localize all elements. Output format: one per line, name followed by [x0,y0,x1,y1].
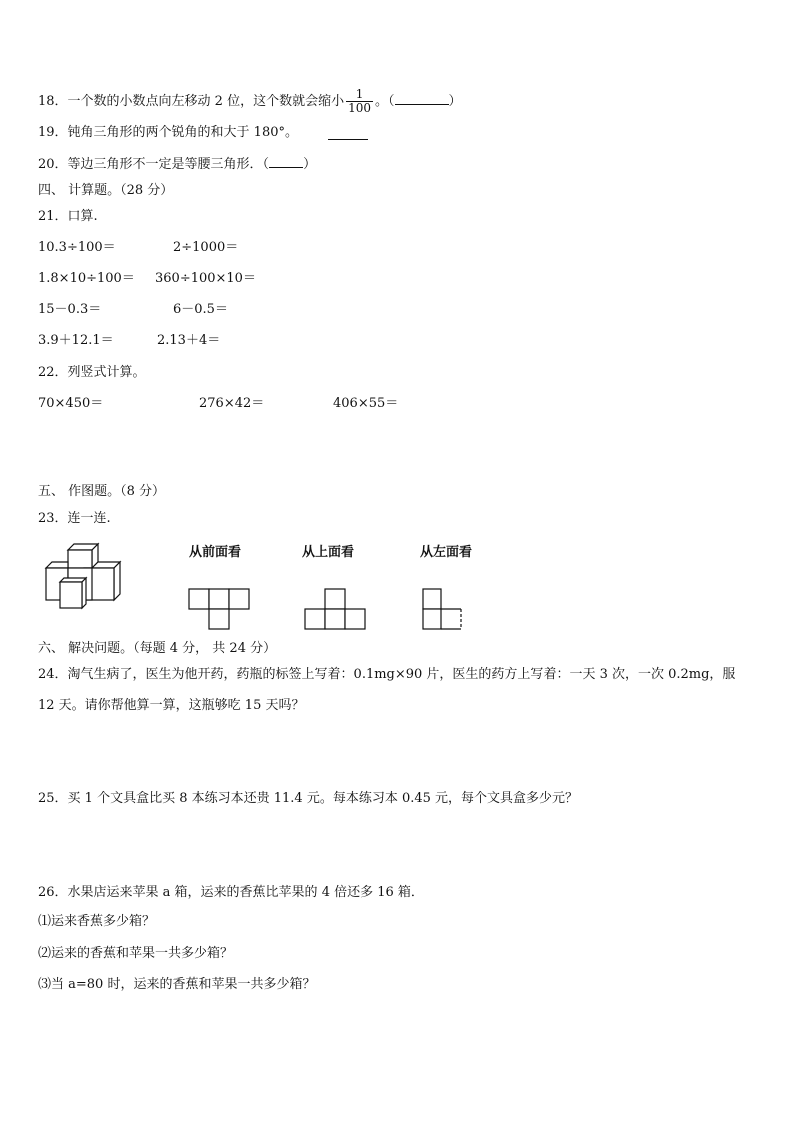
fraction-denominator: 100 [348,101,371,115]
question-text: 买 1 个文具盒比买 8 本练习本还贵 11.4 元。每本练习本 0.45 元，每个文具盒多少元？ [67,791,579,806]
oral-calc-item: 15－0.3＝ [38,302,102,317]
question-number: 19． [38,125,68,140]
oral-calc-item: 360÷100×10＝ [155,271,256,286]
section-5-heading: 五、 作图题。（8 分） [38,484,166,499]
question-text: 一个数的小数点向左移动 2 位，这个数就会缩小 [67,94,345,109]
vertical-calc-item: 276×42＝ [199,396,265,411]
vertical-calc-item: 406×55＝ [333,396,399,411]
vertical-calc-item: 70×450＝ [38,396,104,411]
fraction-numerator: 1 [346,88,373,102]
front-view-figure [188,588,252,630]
question-text-tail: 。（ [375,94,395,109]
sub-question-1: ⑴运来香蕉多少箱？ [38,914,156,929]
sub-question-3: ⑶当 a=80 时，运来的香蕉和苹果一共多少箱？ [38,977,316,992]
question-26 [38,885,424,901]
question-text: 水果店运来苹果 a 箱，运来的香蕉比苹果的 4 倍还多 16 箱． [67,885,424,900]
question-text: 连一连. [67,511,111,526]
section-4-heading: 四、 计算题。（28 分） [38,183,174,198]
question-18 [38,88,462,115]
left-view-figure [422,588,466,630]
question-20 [38,157,316,173]
oral-calc-item: 2.13＋4＝ [157,333,221,348]
oral-calc-item: 10.3÷100＝ [38,240,116,255]
question-text: 等边三角形不一定是等腰三角形．（ [67,157,270,172]
question-number: 23． [38,511,68,526]
oral-calc-item: 6－0.5＝ [173,302,228,317]
question-text: 口算. [67,209,98,224]
question-close: ） [448,94,462,109]
question-number: 21． [38,209,68,224]
answer-blank[interactable] [269,167,303,168]
section-6-heading: 六、 解决问题。（每题 4 分， 共 24 分） [38,641,277,656]
question-23 [38,511,111,527]
question-24-line-1 [38,667,735,683]
top-view-figure [304,588,368,630]
question-25 [38,791,578,807]
answer-blank[interactable] [328,125,368,140]
cube-stack-figure [40,544,130,608]
oral-calc-item: 3.9＋12.1＝ [38,333,114,348]
question-21 [38,209,98,225]
view-label-front: 从前面看 [189,545,242,560]
oral-calc-item: 2÷1000＝ [173,240,239,255]
question-24-line-2: 12 天。请你帮他算一算，这瓶够吃 15 天吗？ [38,698,305,713]
view-label-left: 从左面看 [420,545,473,560]
question-number: 26． [38,885,68,900]
answer-blank[interactable] [395,104,449,105]
question-text: 钝角三角形的两个锐角的和大于 180°。 [67,125,298,140]
fraction [346,88,373,115]
sub-question-2: ⑵运来的香蕉和苹果一共多少箱？ [38,946,234,961]
question-22 [38,365,146,381]
question-text: 列竖式计算。 [67,365,146,380]
question-number: 25． [38,791,68,806]
question-number: 22． [38,365,68,380]
oral-calc-item: 1.8×10÷100＝ [38,271,135,286]
question-number: 24． [38,667,68,682]
view-label-top: 从上面看 [302,545,355,560]
question-number: 18． [38,94,68,109]
question-19 [38,125,298,141]
question-text: 淘气生病了，医生为他开药，药瓶的标签上写着：0.1mg×90 片，医生的药方上写着：一天 3 次，一次 0.2mg，服 [67,667,736,682]
question-number: 20． [38,157,68,172]
question-close: ） [303,157,317,172]
